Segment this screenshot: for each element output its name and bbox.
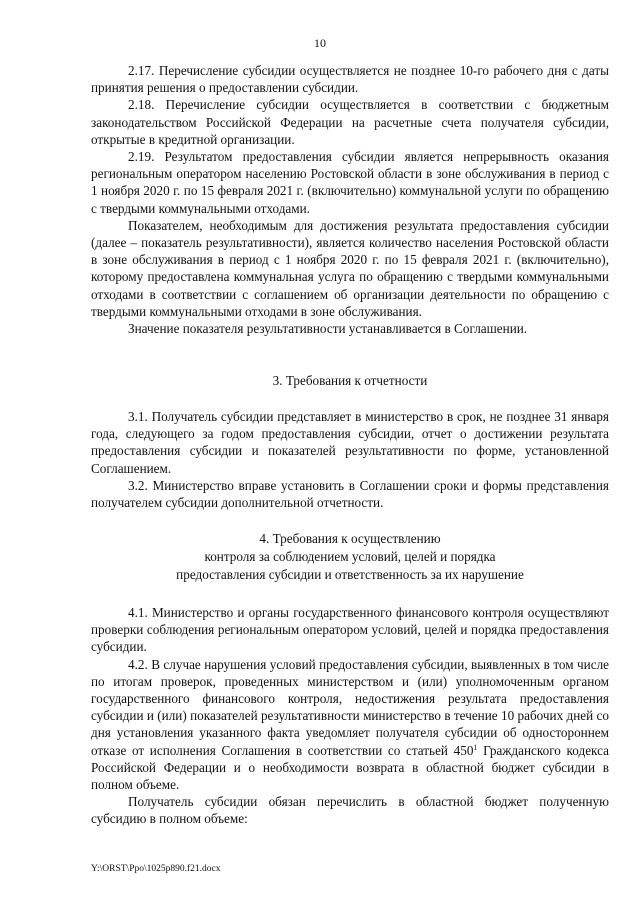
paragraph-recipient-obligation: Получатель субсидии обязан перечислить в областной бюджет полученную субсидию в полном объеме: (91, 794, 609, 827)
paragraph-4-2-text-end: Гражданского кодекса Российской Федерации и о необходимости возврата в областной бюджет субсидии в полном объеме. (91, 742, 610, 793)
paragraph-indicator-value: Значение показателя результативности устанавливается в Соглашении. (128, 321, 528, 337)
footer-file-path: Y:\ORST\Ppo\1025p890.f21.docx (91, 864, 221, 874)
section-3-body (91, 408, 609, 511)
section-3-heading (91, 372, 609, 390)
page-number: 10 (314, 36, 326, 50)
paragraph-4-2-text: 4.2. В случае нарушения условий предоставления субсидии, выявленных в том числе по итогам проверок, проведенных министерством и (или) уполномоченным органом государственного финансового контроля, недостижения результата предоставления субсидии и (или) показателей результативности министерство в течение 10 рабочих дней со дня установления указанного факта уведомляет получателя субсидии об одностороннем отказе от исполнения Соглашения в соответствии со статьей 450 (91, 656, 609, 758)
article-superscript: 1 (473, 742, 478, 752)
section-4-title-line-3: предоставления субсидии и ответственность за их нарушение (176, 567, 524, 582)
paragraph-indicator: Показателем, необходимым для достижения результата предоставления субсидии (далее – показатель результативности), является количество населения Ростовской области в зоне обслуживания в период с 1 ноября 2020 г. по 15 февраля 2021 г. (включительно), которому предоставлена коммунальная услуга по обращению с твердыми коммунальными отходами в соответствии с соглашением об организации деятельности по обращению с твердыми коммунальными отходами в зоне обслуживания. (91, 217, 609, 319)
paragraph-4-1: 4.1. Министерство и органы государственного финансового контроля осуществляют проверки соблюдения региональным оператором условий, целей и порядка предоставления субсидии. (91, 605, 609, 655)
section-4-title-line-2: контроля за соблюдением условий, целей и порядка (204, 549, 496, 564)
section-2-tail (91, 62, 609, 337)
paragraph-3-1: 3.1. Получатель субсидии представляет в министерство в срок, не позднее 31 января года, следующего за годом предоставления субсидии, отчет о достижении результата предоставления субсидии и показателей результативности по форме, установленной Соглашением. (91, 409, 609, 476)
paragraph-2-19: 2.19. Результатом предоставления субсидии является непрерывность оказания региональным оператором населению Ростовской области в зоне обслуживания в период с 1 ноября 2020 г. по 15 февраля 2021 г. (включительно) коммунальной услуги по обращению с твердыми коммунальными отходами. (91, 149, 609, 216)
section-4-body (91, 604, 609, 828)
paragraph-3-2: 3.2. Министерство вправе установить в Соглашении сроки и формы представления получателем субсидии дополнительной отчетности. (91, 477, 609, 511)
paragraph-4-2 (91, 656, 609, 794)
section-3-title: 3. Требования к отчетности (272, 373, 428, 388)
section-4-heading (91, 530, 609, 584)
paragraph-2-17: 2.17. Перечисление субсидии осуществляется не позднее 10-го рабочего дня с даты принятия решения о предоставлении субсидии. (91, 63, 609, 96)
paragraph-2-18: 2.18. Перечисление субсидии осуществляется в соответствии с бюджетным законодательством Российской Федерации на расчетные счета получателя субсидии, открытые в кредитной организации. (91, 97, 609, 147)
section-4-title-line-1: 4. Требования к осуществлению (259, 531, 441, 546)
